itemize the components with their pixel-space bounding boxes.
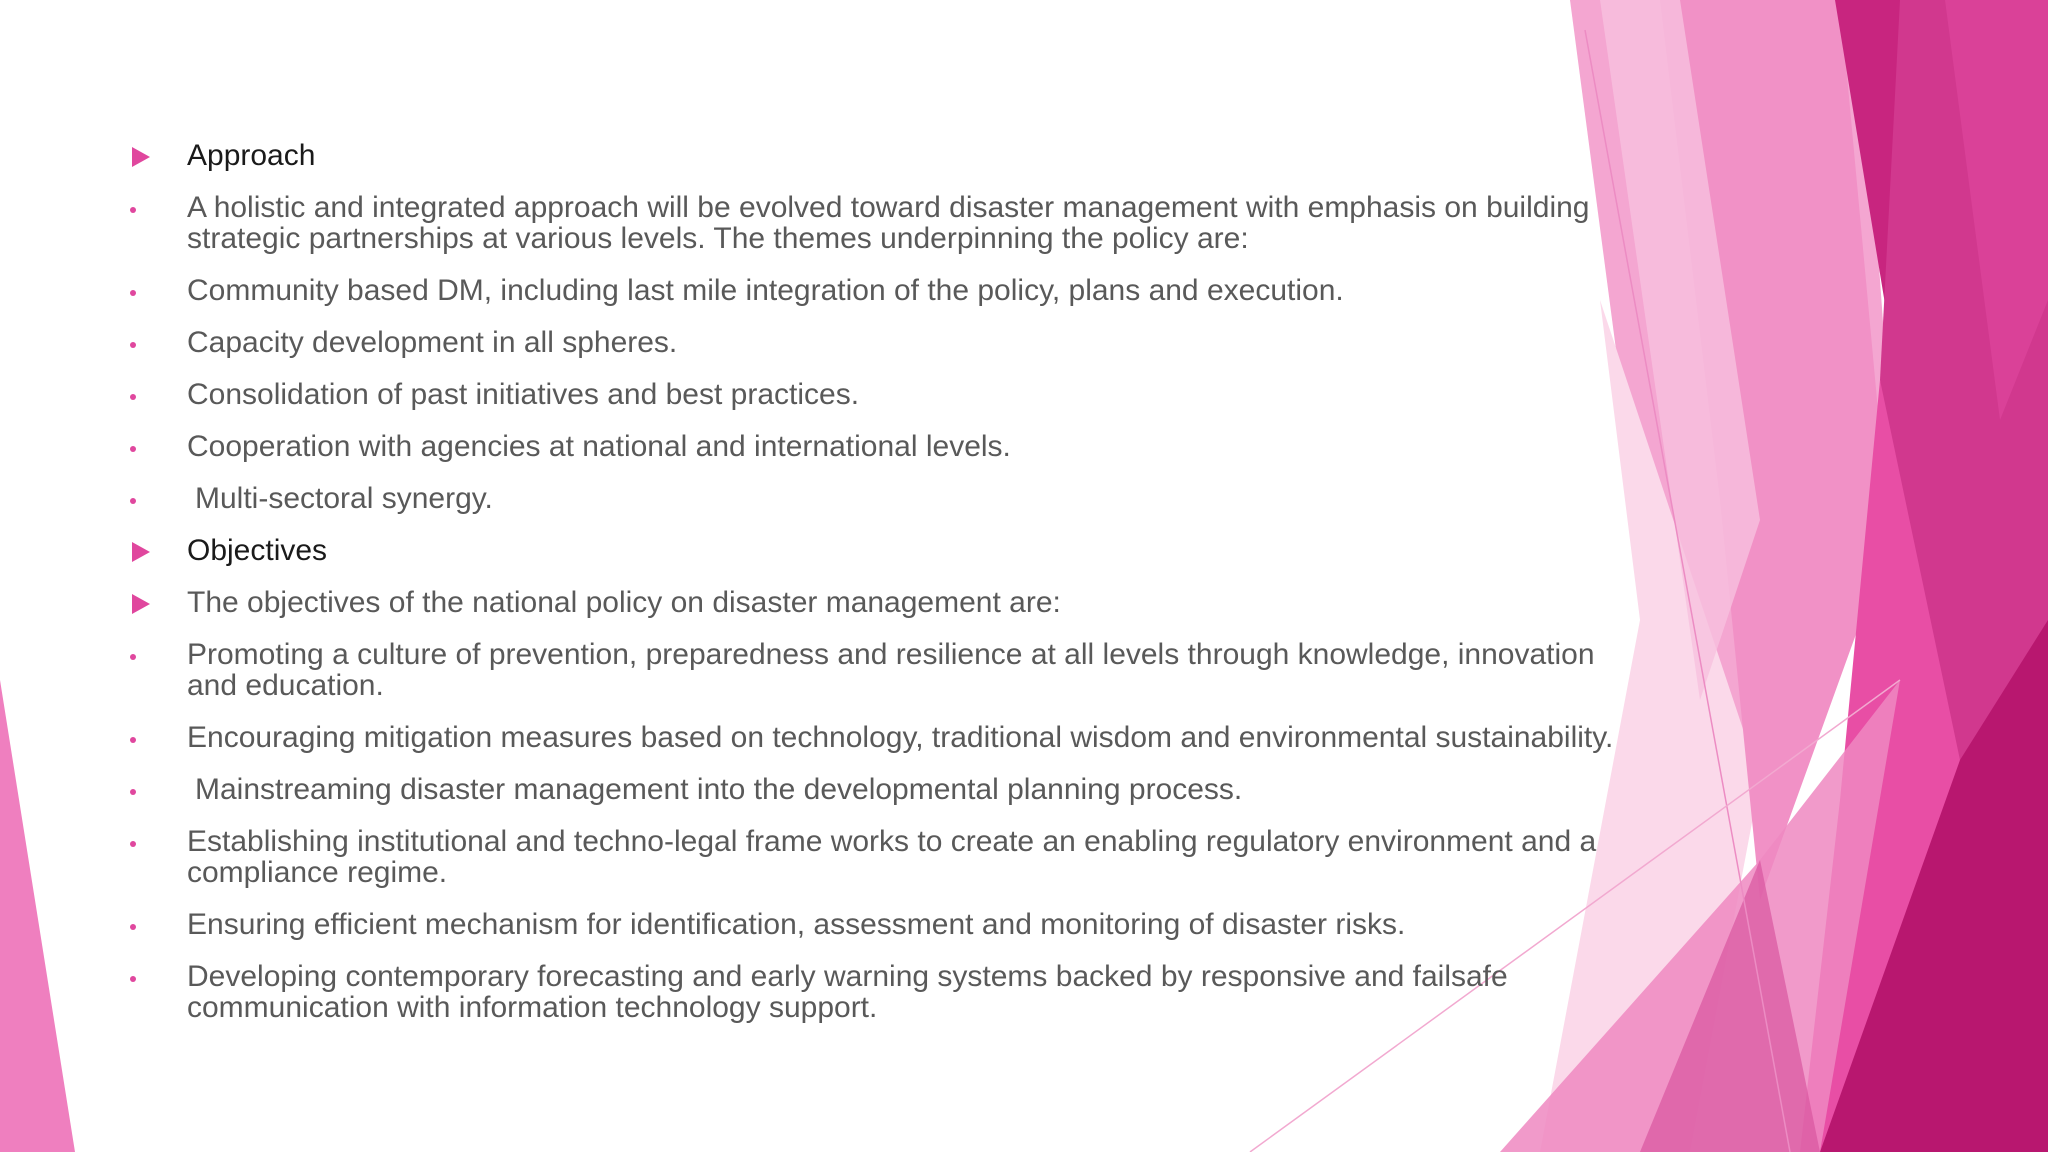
list-item — [125, 587, 1625, 618]
list-item — [125, 483, 1625, 514]
dot-bullet-icon — [130, 841, 136, 847]
bullet-marker — [125, 961, 187, 982]
triangle-bullet-icon — [132, 542, 150, 562]
list-item — [125, 909, 1625, 940]
bullet-marker — [125, 192, 187, 213]
item-text: Establishing institutional and techno-legal frame works to create an enabling regulatory environment and a compliance regime. — [187, 825, 1597, 889]
item-text: Promoting a culture of prevention, preparedness and resilience at all levels through knowledge, innovation and education. — [187, 638, 1595, 702]
bullet-marker — [125, 431, 187, 452]
bullet-list — [125, 140, 1625, 1044]
item-text: Mainstreaming disaster management into the developmental planning process. — [195, 773, 1243, 806]
dot-bullet-icon — [130, 654, 136, 660]
dot-bullet-icon — [130, 498, 136, 504]
bullet-marker — [125, 587, 187, 614]
item-text: Capacity development in all spheres. — [187, 326, 678, 359]
section-heading — [125, 535, 1625, 566]
list-item — [125, 327, 1625, 358]
left-accent-shape — [0, 680, 75, 1152]
bullet-marker — [125, 774, 187, 795]
bullet-marker — [125, 379, 187, 400]
list-item — [125, 826, 1625, 888]
heading-text: Objectives — [187, 534, 328, 567]
bullet-marker — [125, 535, 187, 562]
dot-bullet-icon — [130, 976, 136, 982]
bullet-marker — [125, 909, 187, 930]
list-item — [125, 192, 1625, 254]
list-item — [125, 379, 1625, 410]
bullet-marker — [125, 140, 187, 167]
list-item — [125, 639, 1625, 701]
bullet-marker — [125, 275, 187, 296]
dot-bullet-icon — [130, 207, 136, 213]
item-text: The objectives of the national policy on disaster management are: — [187, 586, 1061, 619]
heading-text: Approach — [187, 139, 316, 172]
item-text: A holistic and integrated approach will be evolved toward disaster management with emphasis on building strategic partnerships at various levels. The themes underpinning the policy are: — [187, 191, 1590, 255]
item-text: Developing contemporary forecasting and early warning systems backed by responsive and failsafe communication with information technology support. — [187, 960, 1508, 1024]
item-text: Consolidation of past initiatives and best practices. — [187, 378, 860, 411]
list-item — [125, 774, 1625, 805]
dot-bullet-icon — [130, 394, 136, 400]
section-heading — [125, 140, 1625, 171]
item-text: Cooperation with agencies at national and international levels. — [187, 430, 1011, 463]
dot-bullet-icon — [130, 290, 136, 296]
item-text: Multi-sectoral synergy. — [195, 482, 493, 515]
list-item — [125, 431, 1625, 462]
item-text: Ensuring efficient mechanism for identification, assessment and monitoring of disaster risks. — [187, 908, 1406, 941]
dot-bullet-icon — [130, 342, 136, 348]
list-item — [125, 722, 1625, 753]
bullet-marker — [125, 639, 187, 660]
dot-bullet-icon — [130, 737, 136, 743]
item-text: Encouraging mitigation measures based on technology, traditional wisdom and environmental sustainability. — [187, 721, 1614, 754]
list-item — [125, 961, 1625, 1023]
dot-bullet-icon — [130, 789, 136, 795]
list-item — [125, 275, 1625, 306]
bullet-marker — [125, 826, 187, 847]
bullet-marker — [125, 483, 187, 504]
triangle-bullet-icon — [132, 594, 150, 614]
item-text: Community based DM, including last mile integration of the policy, plans and execution. — [187, 274, 1344, 307]
bullet-marker — [125, 722, 187, 743]
dot-bullet-icon — [130, 924, 136, 930]
bullet-marker — [125, 327, 187, 348]
dot-bullet-icon — [130, 446, 136, 452]
triangle-bullet-icon — [132, 147, 150, 167]
